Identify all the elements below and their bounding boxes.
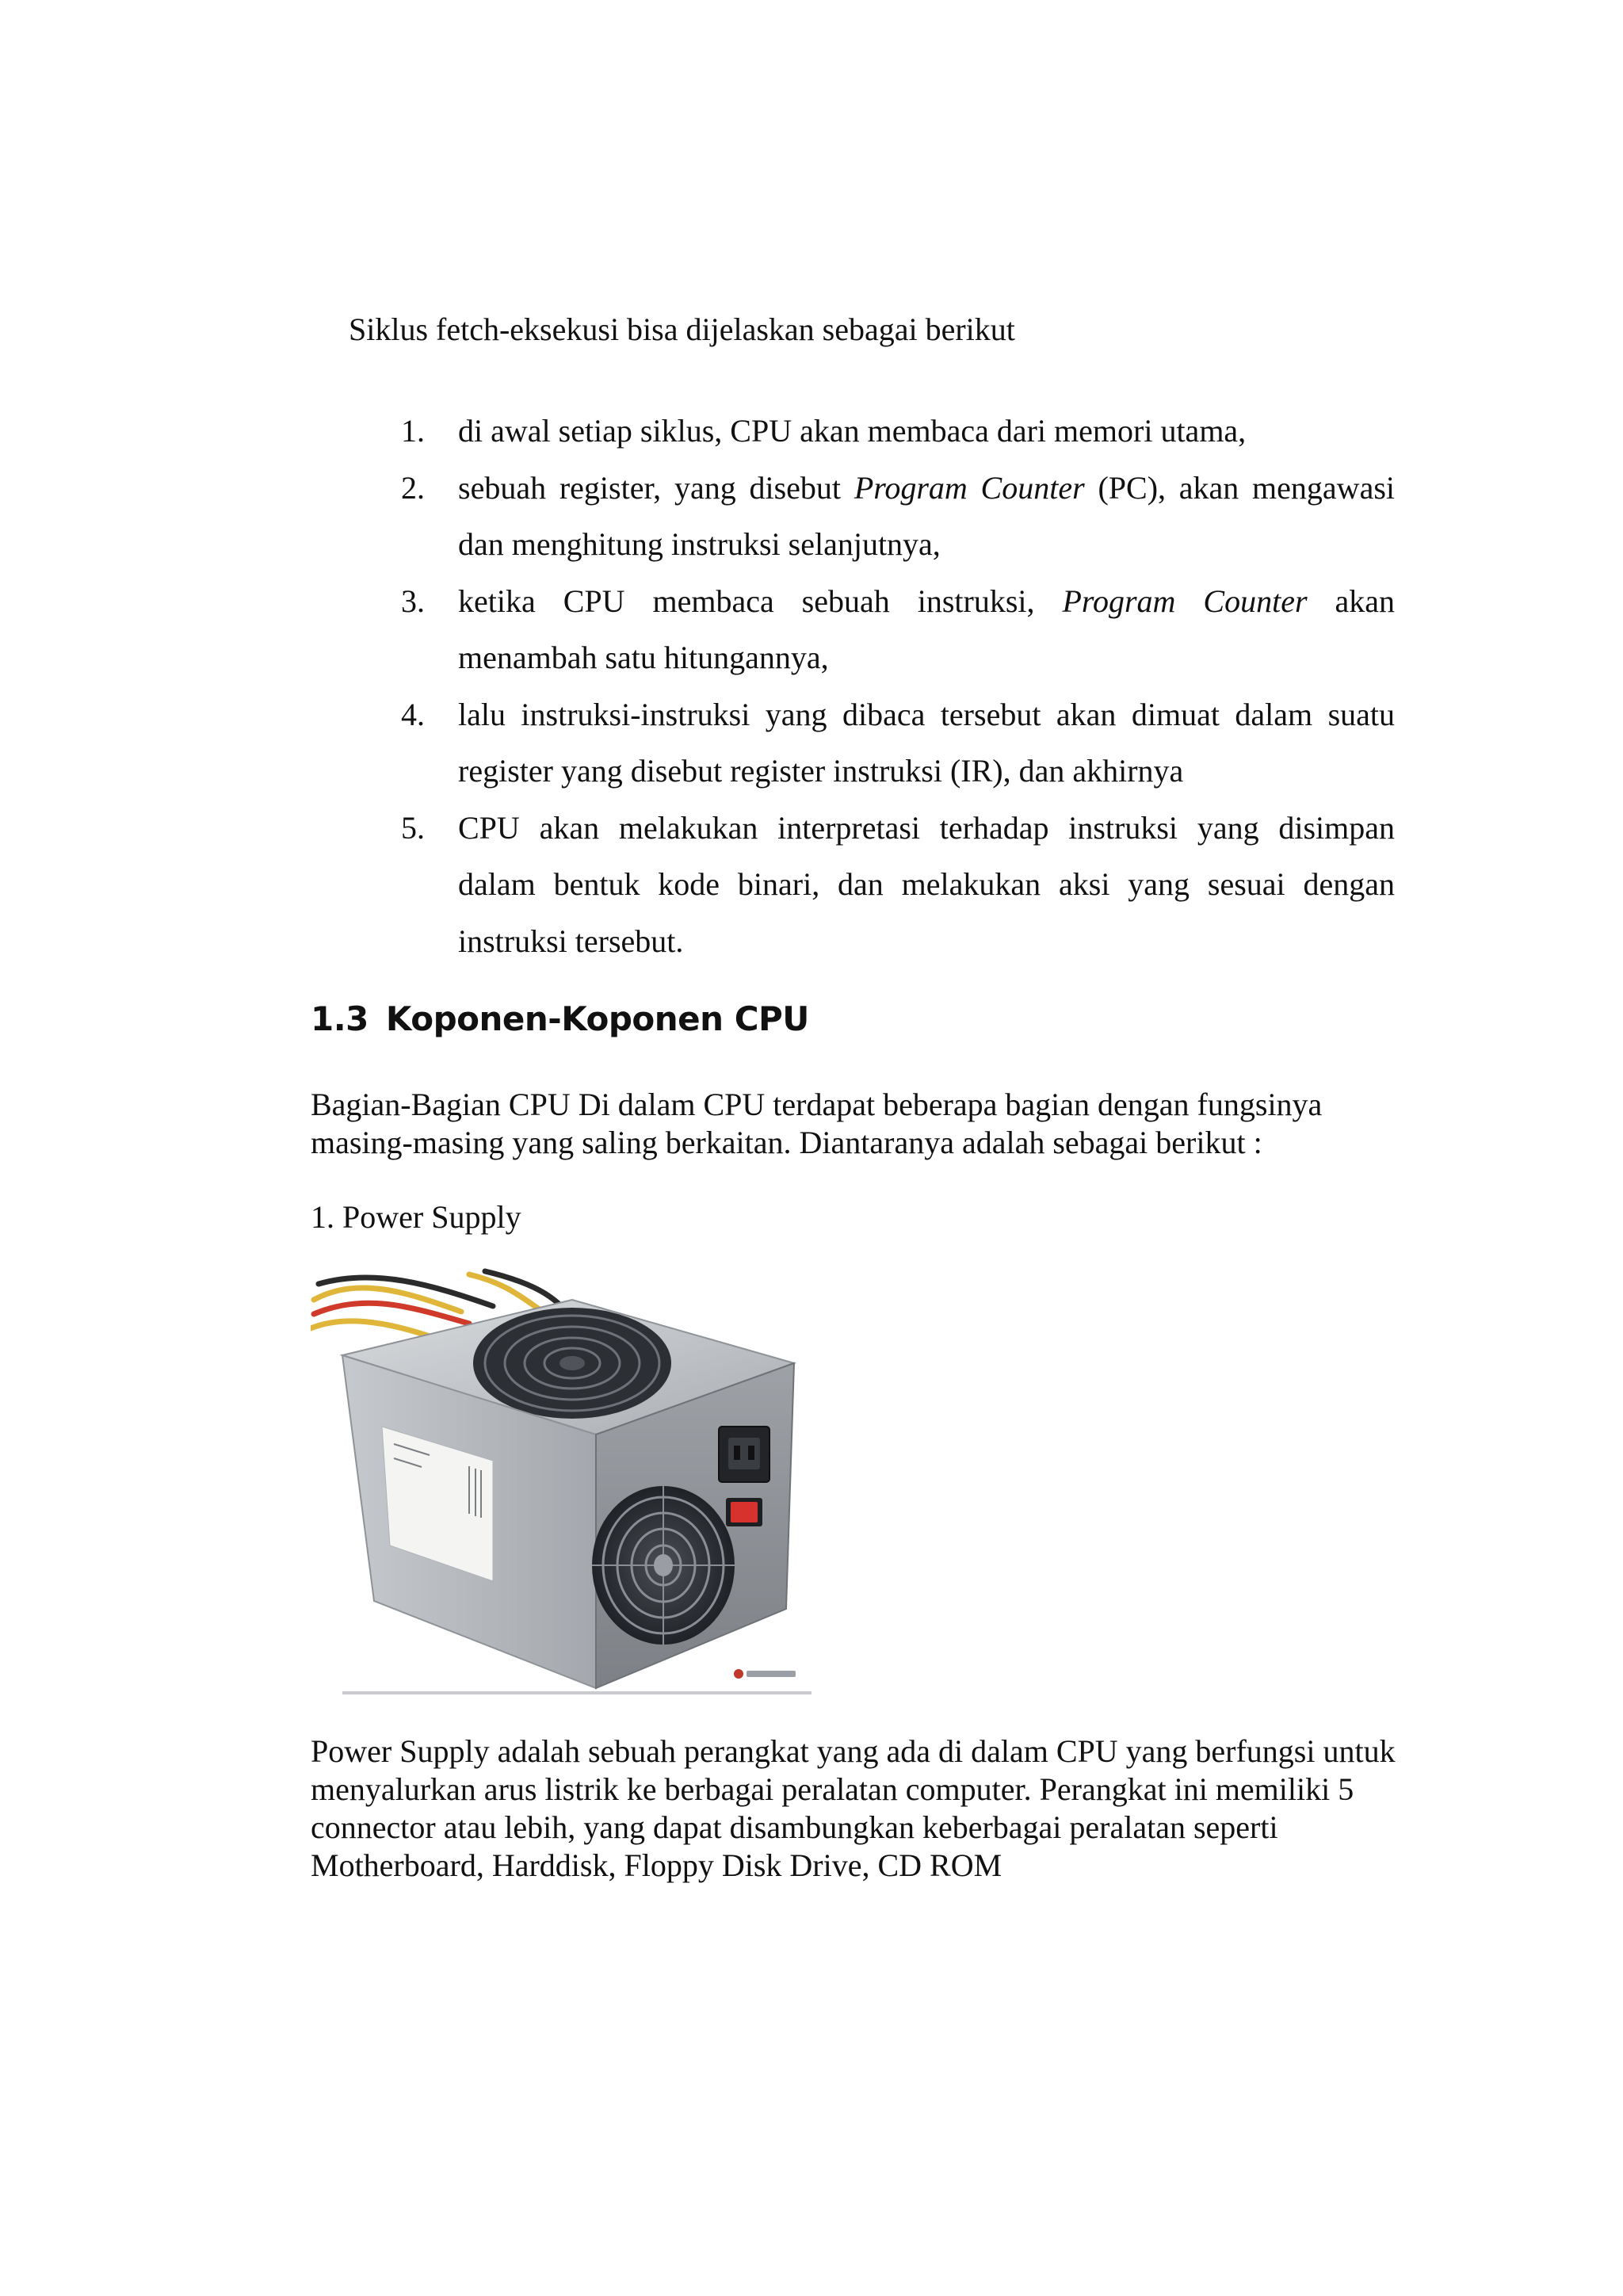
step-text: lalu instruksi-instruksi yang dibaca tersebut akan dimuat dalam suatu register yang disebut register instruksi (IR), dan akhirnya [458, 696, 1395, 789]
step-text: akan menambah satu hitungannya, [458, 583, 1395, 675]
step-text: (PC), akan mengawasi dan menghitung instruksi selanjutnya, [458, 469, 1396, 562]
step-text: sebuah register, yang disebut [458, 469, 854, 506]
step-text: di awal setiap siklus, CPU akan membaca dari memori utama, [458, 413, 1247, 449]
step-text: CPU akan melakukan interpretasi terhadap instruksi yang disimpan dalam bentuk kode binari, dan melakukan aksi yang sesuai dengan instruksi tersebut. [458, 809, 1395, 959]
top-fan-icon [473, 1308, 671, 1419]
cpu-parts-paragraph: Bagian-Bagian CPU Di dalam CPU terdapat beberapa bagian dengan fungsinya masing-masing yang saling berkaitan. Diantaranya adalah sebagai berikut : [311, 1087, 1323, 1160]
fetch-execute-steps [401, 403, 1395, 969]
list-item [401, 800, 1395, 970]
power-switch-icon [726, 1498, 762, 1526]
front-fan-icon [592, 1486, 735, 1645]
list-number: 5. [401, 809, 425, 846]
watermark-logo [734, 1669, 796, 1679]
power-supply-illustration [311, 1268, 812, 1696]
list-number: 2. [401, 469, 425, 506]
list-number: 3. [401, 583, 425, 619]
section-title: Koponen-Koponen CPU [385, 999, 809, 1038]
power-socket-icon [719, 1427, 769, 1482]
list-item [401, 573, 1395, 686]
step-text: ketika CPU membaca sebuah instruksi, [458, 583, 1063, 619]
list-item [401, 686, 1395, 800]
power-supply-label: 1. Power Supply [311, 1199, 521, 1235]
term-program-counter: Program Counter [854, 469, 1085, 506]
list-number: 4. [401, 696, 425, 732]
intro-text: Siklus fetch-eksekusi bisa dijelaskan sebagai berikut [349, 311, 1015, 347]
list-number: 1. [401, 413, 425, 449]
power-supply-image [311, 1268, 812, 1696]
section-heading [311, 997, 809, 1041]
list-item [401, 460, 1395, 573]
section-number: 1.3 [311, 999, 369, 1038]
power-supply-description: Power Supply adalah sebuah perangkat yang ada di dalam CPU yang berfungsi untuk menyalurkan arus listrik ke berbagai peralatan computer. Perangkat ini memiliki 5 connector atau lebih, yang dapat disambungkan keberbagai peralatan seperti Motherboard, Harddisk, Floppy Disk Drive, CD ROM [311, 1733, 1396, 1883]
term-program-counter: Program Counter [1062, 583, 1308, 619]
list-item [401, 403, 1395, 460]
